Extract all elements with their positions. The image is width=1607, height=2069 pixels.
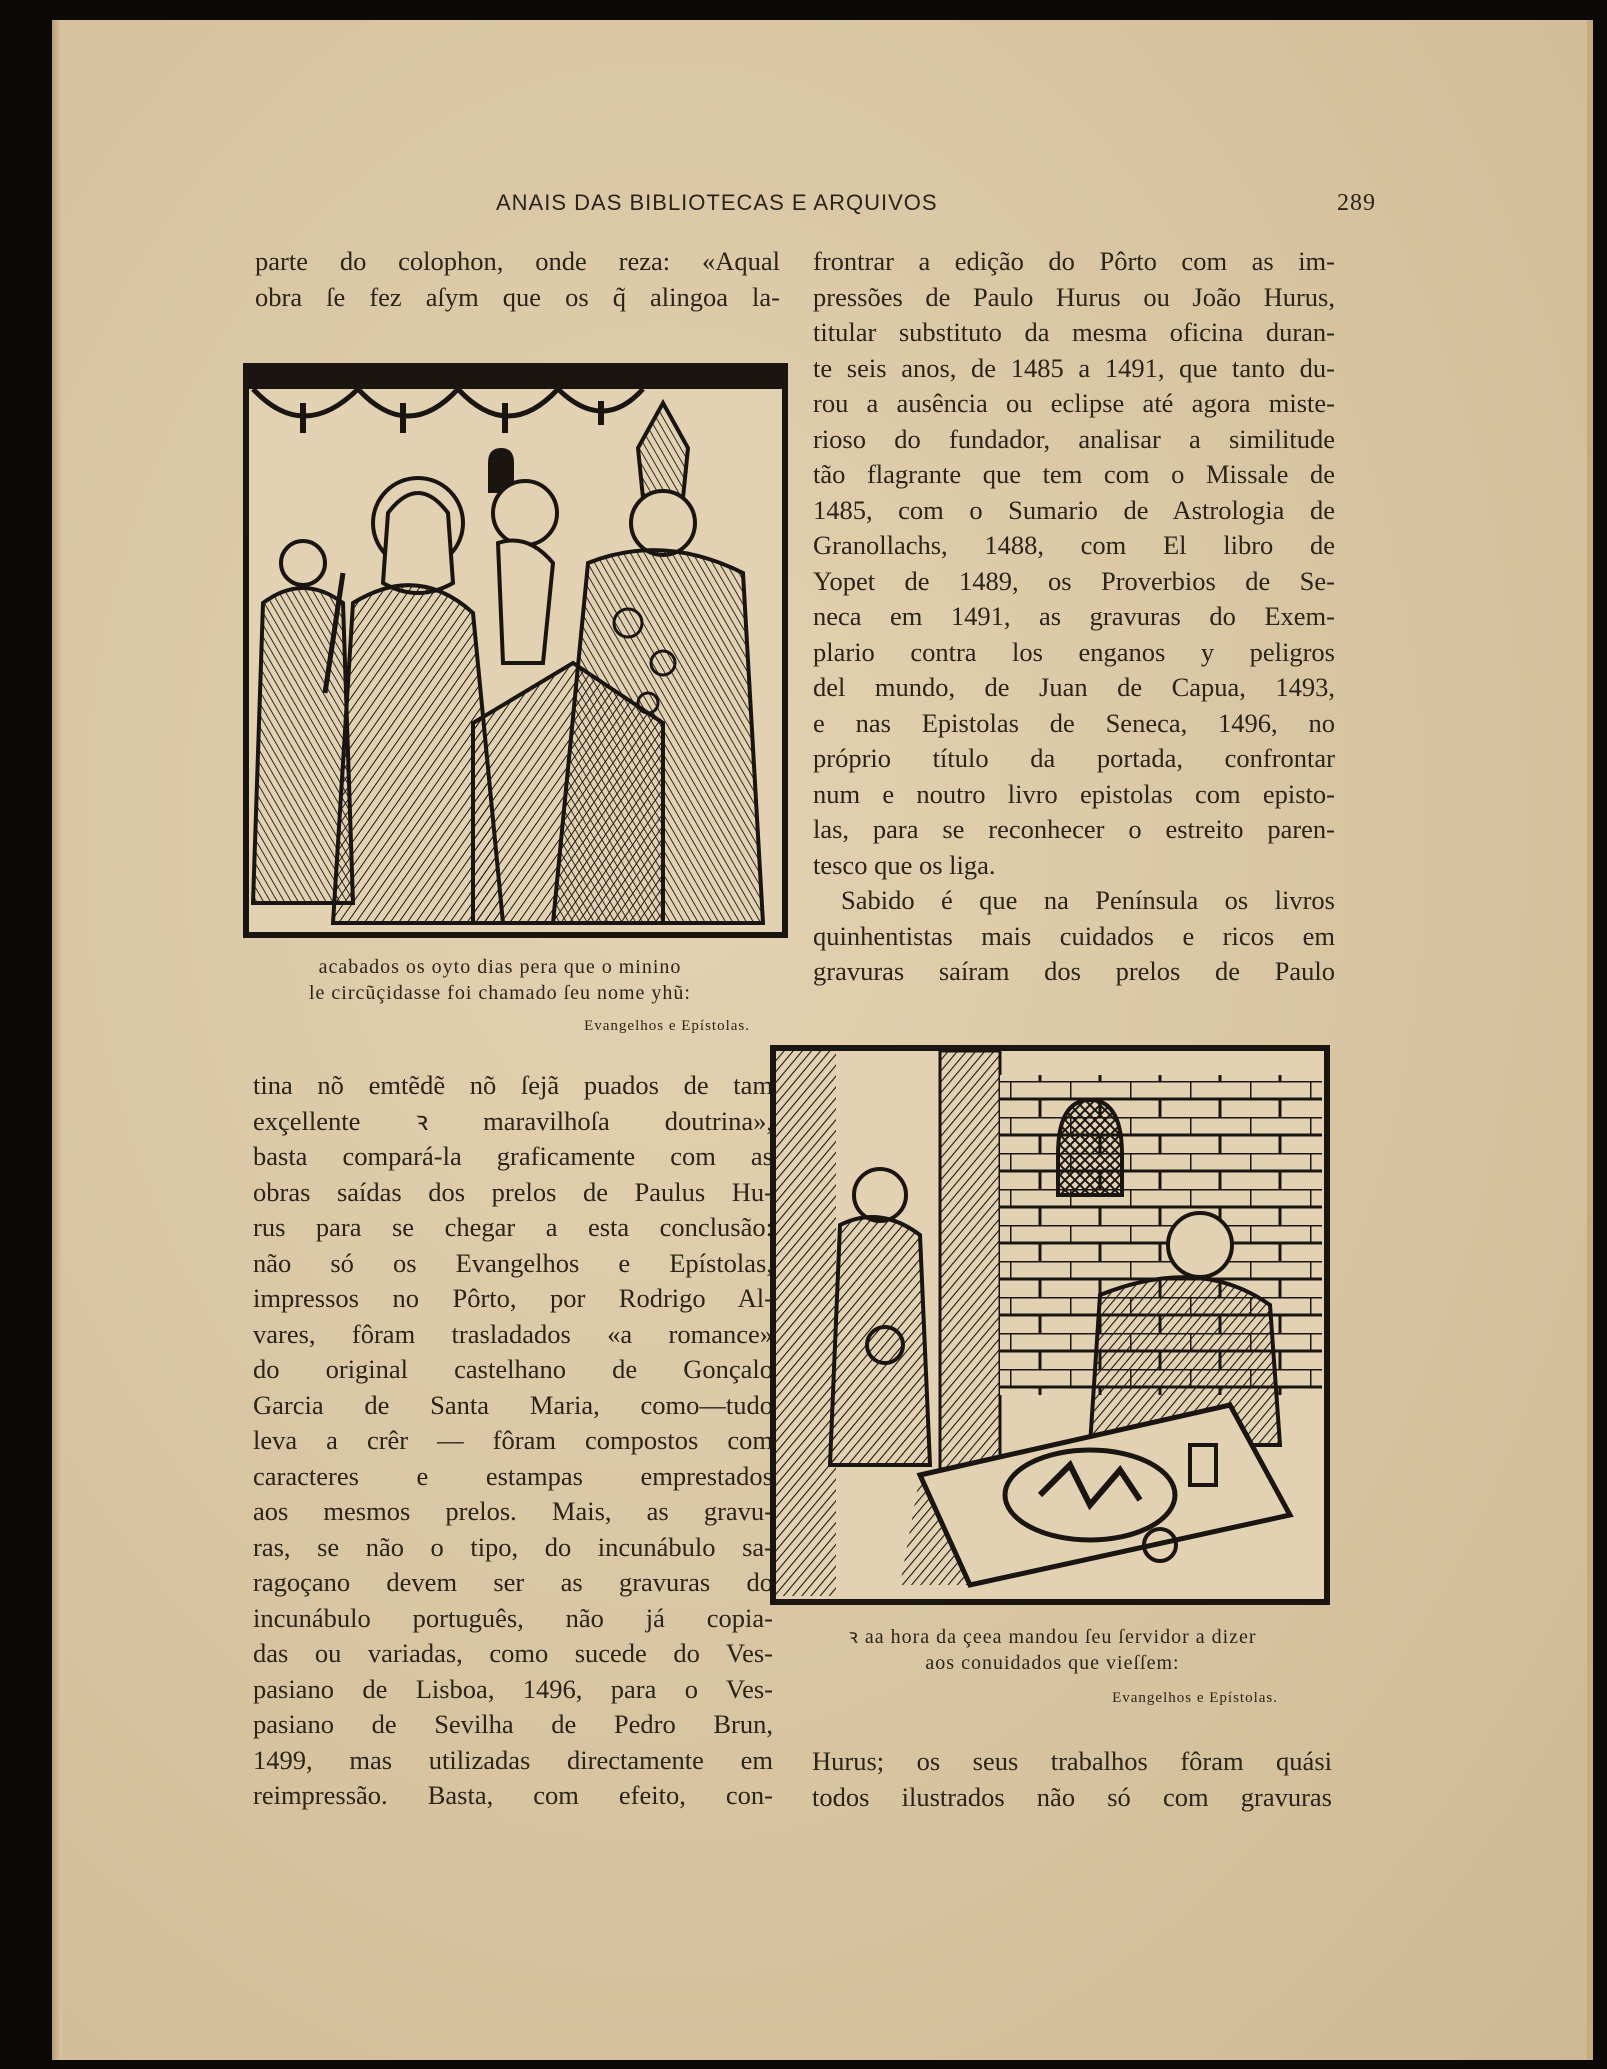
text-line: num e noutro livro epistolas com episto-: [813, 778, 1335, 809]
figure1-caption: [250, 954, 750, 1006]
woodcut-image: [243, 363, 788, 938]
text-line: 1499, mas utilizadas directamente em: [253, 1744, 773, 1775]
page-number: 289: [1337, 190, 1376, 216]
text-line: vares, fôram trasladados «a romance»: [253, 1318, 773, 1349]
text-line: basta compará-la graficamente com as: [253, 1141, 773, 1171]
text-line: ragoçano devem ser as gravuras do: [253, 1567, 773, 1597]
caption-line: le circũçidasse foi chamado ſeu nome yhũ:: [309, 982, 691, 1004]
text-line: pressões de Paulo Hurus ou João Hurus,: [813, 281, 1335, 312]
right-column-top: [813, 244, 1335, 990]
text-line: del mundo, de Juan de Capua, 1493,: [813, 672, 1335, 702]
text-line: tesco que os liga.: [813, 849, 996, 880]
text-line: rioso do fundador, analisar a similitude: [813, 423, 1335, 454]
page-gutter: [52, 20, 62, 2060]
text-line: ras, se não o tipo, do incunábulo sa-: [253, 1531, 773, 1562]
text-line: Granollachs, 1488, com El libro de: [813, 530, 1335, 560]
right-column-bottom: [812, 1744, 1332, 1815]
text-line: Sabido é que na Península os livros: [841, 885, 1335, 915]
caption-line: acabados os oyto dias pera que o minino: [318, 956, 682, 978]
text-line: tina nõ emtẽdẽ nõ ſejã puados de tam: [253, 1070, 773, 1100]
text-line: titular substituto da mesma oficina duran-: [813, 317, 1335, 347]
text-line: 1485, com o Sumario de Astrologia de: [813, 494, 1335, 525]
text-line: las, para se reconhecer o estreito paren-: [813, 814, 1335, 844]
text-line: Yopet de 1489, os Proverbios de Se-: [813, 565, 1335, 596]
text-line: reimpressão. Basta, com efeito, con-: [253, 1780, 773, 1810]
text-line: incunábulo português, não já copia-: [253, 1602, 773, 1633]
caption-line: ꝛ aa hora da çeea mandou ſeu ſervidor a dizer: [848, 1626, 1257, 1648]
text-line: rou a ausência ou eclipse até agora miste-: [813, 388, 1335, 418]
text-line: das ou variadas, como sucede do Ves-: [253, 1638, 773, 1668]
text-line: obra ſe fez aſym que os q̃ alingoa la-: [255, 281, 780, 312]
woodcut-image: [770, 1045, 1330, 1605]
text-line: próprio título da portada, confrontar: [813, 743, 1335, 773]
text-line: não só os Evangelhos e Epístolas,: [253, 1247, 773, 1278]
text-line: quinhentistas mais cuidados e ricos em: [813, 920, 1335, 951]
text-line: todos ilustrados não só com gravuras: [812, 1781, 1332, 1812]
left-column-top: [255, 244, 780, 315]
figure1-credit: Evangelhos e Epístolas.: [584, 1018, 750, 1034]
text-line: plario contra los enganos y peligros: [813, 636, 1335, 667]
text-line: obras saídas dos prelos de Paulus Hu-: [253, 1176, 773, 1207]
text-line: aos mesmos prelos. Mais, as gravu-: [253, 1496, 773, 1526]
running-title: ANAIS DAS BIBLIOTECAS E ARQUIVOS: [496, 190, 938, 215]
text-line: do original castelhano de Gonçalo: [253, 1354, 773, 1384]
figure2-credit: Evangelhos e Epístolas.: [1112, 1690, 1278, 1706]
text-line: te seis anos, de 1485 a 1491, que tanto du-: [813, 352, 1335, 383]
text-line: Hurus; os seus trabalhos fôram quási: [812, 1746, 1332, 1776]
text-line: leva a crêr — fôram compostos com: [253, 1425, 773, 1455]
woodcut-circumcision-figure: [243, 363, 788, 938]
text-line: pasiano de Lisboa, 1496, para o Ves-: [253, 1673, 773, 1704]
text-line: exçellente ꝛ maravilhoſa doutrina»,: [253, 1105, 773, 1136]
text-line: impressos no Pôrto, por Rodrigo Al-: [253, 1283, 773, 1313]
woodcut-supper-figure: [770, 1045, 1330, 1605]
text-line: rus para se chegar a esta conclusão:: [253, 1212, 773, 1242]
text-line: e nas Epistolas de Seneca, 1496, no: [813, 707, 1335, 738]
figure2-caption: [780, 1624, 1325, 1676]
text-line: parte do colophon, onde reza: «Aqual: [255, 246, 780, 276]
left-column-bottom: [253, 1068, 773, 1814]
text-line: gravuras saíram dos prelos de Paulo: [813, 956, 1335, 986]
text-line: neca em 1491, as gravuras do Exem-: [813, 601, 1335, 631]
text-line: Garcia de Santa Maria, como—tudo: [253, 1389, 773, 1420]
text-line: frontrar a edição do Pôrto com as im-: [813, 246, 1335, 276]
caption-line: aos conuidados que vieſſem:: [925, 1652, 1180, 1674]
text-line: tão flagrante que tem com o Missale de: [813, 459, 1335, 489]
text-line: caracteres e estampas emprestados: [253, 1460, 773, 1491]
text-line: pasiano de Sevilha de Pedro Brun,: [253, 1709, 773, 1739]
